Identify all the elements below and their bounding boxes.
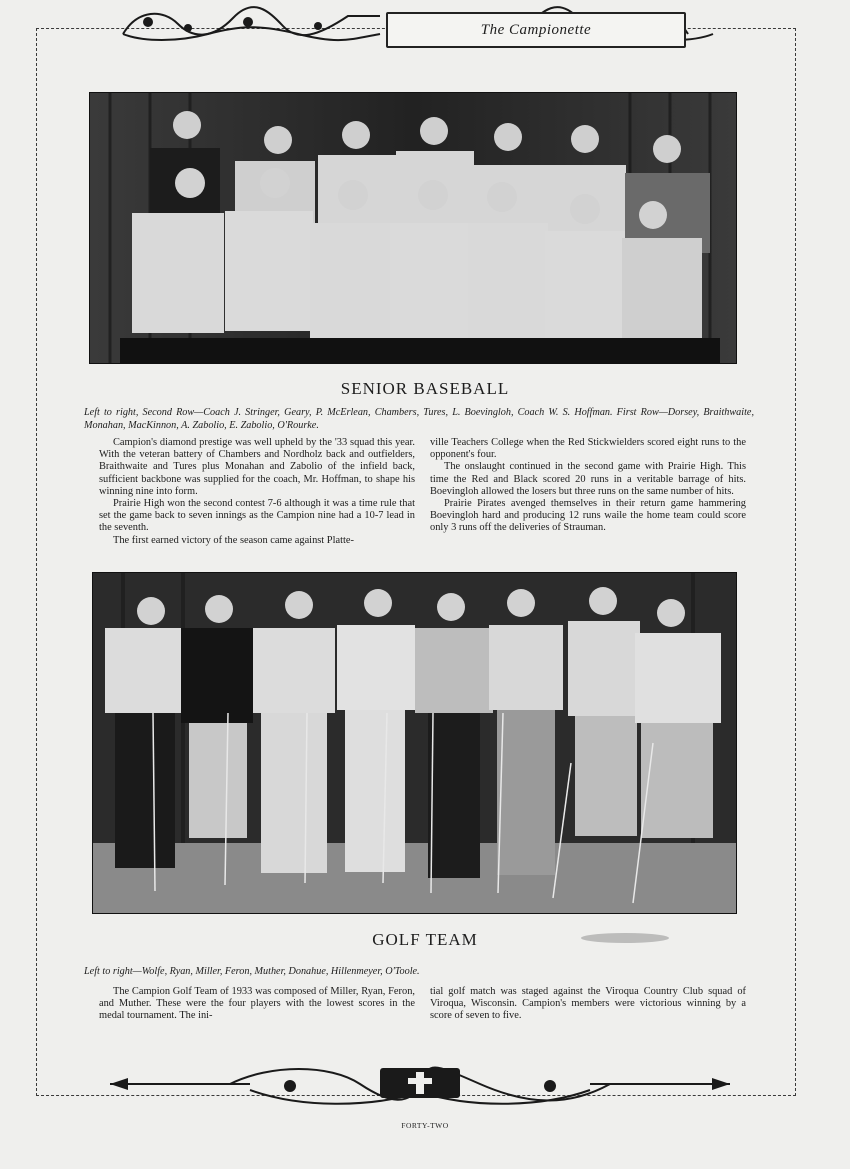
golf-team-image <box>93 573 736 913</box>
baseball-column-left <box>99 437 415 547</box>
baseball-caption: Left to right, Second Row—Coach J. Stringer, Geary, P. McErlean, Chambers, Tures, L. Boevingloh, Coach W. S. Hoffman. First Row—Dorsey, Braithwaite, Monahan, MacKinnon, A. Zabolio, E. Zabolio, O'Rourke. <box>84 407 754 431</box>
golf-column-left <box>99 986 415 1023</box>
baseball-paragraph-2: Prairie High won the second contest 7-6 although it was a time rule that set the game back to seven innings as the Campion nine had a 10-7 lead in the seventh. <box>99 498 415 534</box>
golf-paragraph-1: The Campion Golf Team of 1933 was composed of Miller, Ryan, Feron, and Muther. These were the four players with the lowest scores in the medal tournament. The ini- <box>99 986 415 1022</box>
header-banner <box>118 4 718 46</box>
footer-ornament-icon <box>110 1062 730 1110</box>
baseball-column-right <box>430 437 746 535</box>
baseball-team-image <box>90 93 736 363</box>
baseball-paragraph-6: Prairie Pirates avenged themselves in their return game hammering Boevingloh hard and producing 12 runs waile the home team could score only 3 runs off the deliveries of Strauman. <box>430 498 746 534</box>
page-number: FORTY-TWO <box>401 1121 449 1130</box>
baseball-paragraph-4: ville Teachers College when the Red Stickwielders scored eight runs to the opponent's four. <box>430 437 746 461</box>
baseball-section-title: SENIOR BASEBALL <box>340 379 510 398</box>
golf-caption: Left to right—Wolfe, Ryan, Miller, Feron, Muther, Donahue, Hillenmeyer, O'Toole. <box>84 966 420 977</box>
ink-smudge-icon <box>580 931 670 945</box>
senior-baseball-photo <box>89 92 737 364</box>
baseball-paragraph-3: The first earned victory of the season came against Platte- <box>113 534 354 546</box>
golf-section-title: GOLF TEAM <box>372 930 478 949</box>
page-header-title: The Campionette <box>386 12 686 48</box>
baseball-paragraph-1: Campion's diamond prestige was well upheld by the '33 squad this year. With the veteran battery of Chambers and Nordholz back and outfielders, Braithwaite and Tures plus Monahan and Zabolio of the infield back, sufficient backbone was supplied for the coach, Mr. Hoffman, to shape his winning nine into form. <box>99 437 415 497</box>
golf-team-photo <box>92 572 737 914</box>
golf-column-right <box>430 986 746 1023</box>
golf-paragraph-2: tial golf match was staged against the Viroqua Country Club squad of Viroqua, Wisconsin. Campion's members were victorious winning by a score of seven to five. <box>430 986 746 1022</box>
baseball-paragraph-5: The onslaught continued in the second game with Prairie High. This time the Red and Black scored 20 runs in a veritable barrage of hits. Boevingloh allowed the losers but three runs on the same number of hits. <box>430 461 746 497</box>
